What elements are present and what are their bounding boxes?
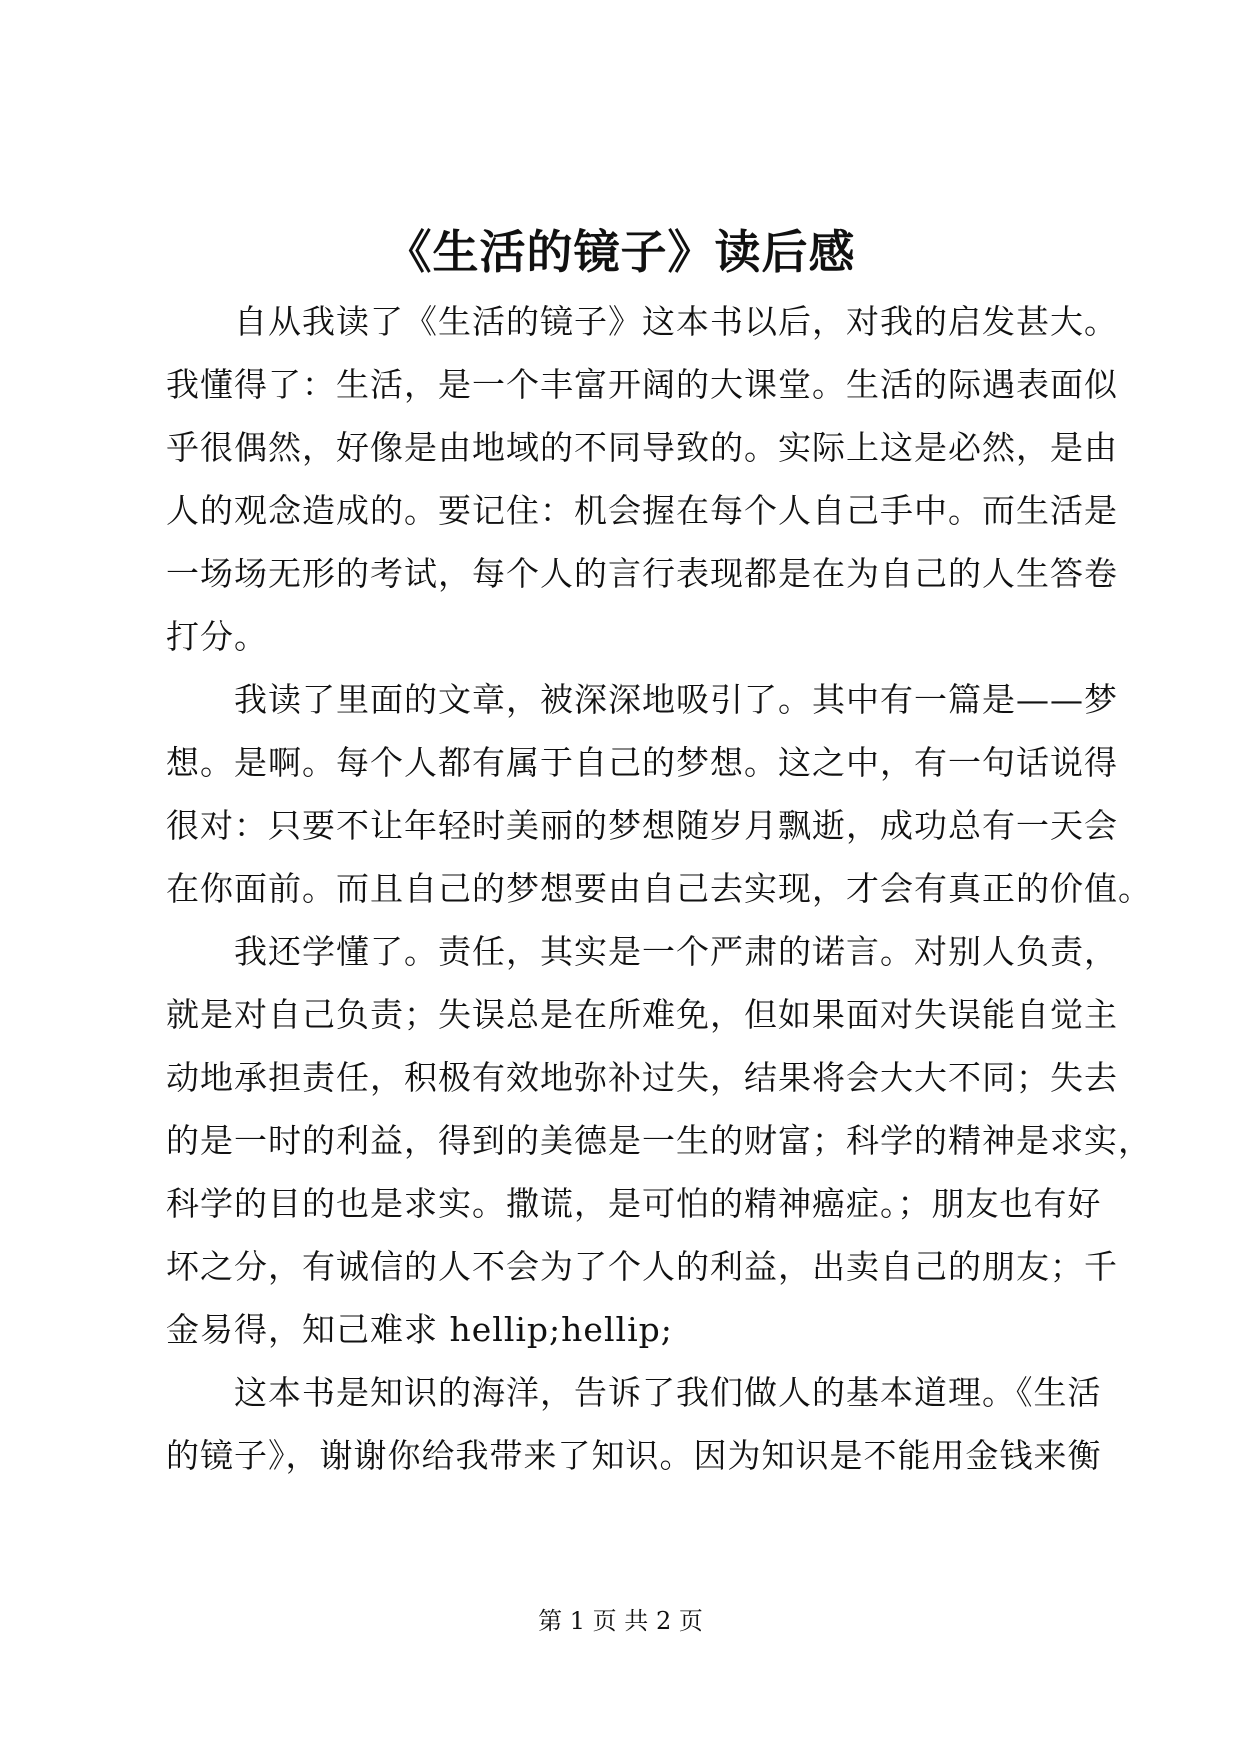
page-footer: 第 1 页 共 2 页 (538, 1607, 703, 1635)
text-line: 我懂得了：生活，是一个丰富开阔的大课堂。生活的际遇表面似 (166, 365, 1118, 404)
text-line: 科学的目的也是求实。撒谎，是可怕的精神癌症。；朋友也有好 (166, 1184, 1102, 1223)
text-line: 自从我读了《生活的镜子》这本书以后，对我的启发甚大。 (234, 302, 1118, 341)
text-line: 在你面前。而且自己的梦想要由自己去实现，才会有真正的价值。 (166, 869, 1152, 908)
text-line: 想。是啊。每个人都有属于自己的梦想。这之中，有一句话说得 (166, 743, 1118, 782)
text-line: 打分。 (166, 617, 268, 656)
text-line: 坏之分，有诚信的人不会为了个人的利益，出卖自己的朋友；千 (166, 1247, 1118, 1286)
document-title: 《生活的镜子》读后感 (385, 225, 856, 279)
text-line: 乎很偶然，好像是由地域的不同导致的。实际上这是必然，是由 (166, 428, 1118, 467)
text-line: 很对：只要不让年轻时美丽的梦想随岁月飘逝，成功总有一天会 (166, 806, 1118, 845)
text-line: 我读了里面的文章，被深深地吸引了。其中有一篇是——梦 (234, 680, 1118, 719)
text-line: 金易得，知己难求 hellip;hellip; (166, 1310, 673, 1349)
text-line: 动地承担责任，积极有效地弥补过失，结果将会大大不同；失去 (166, 1058, 1118, 1097)
paragraph-3 (166, 920, 1152, 1361)
paragraph-2 (166, 668, 1152, 920)
text-line: 人的观念造成的。要记住：机会握在每个人自己手中。而生活是 (166, 491, 1118, 530)
paragraph-4 (166, 1361, 1102, 1487)
text-line: 这本书是知识的海洋，告诉了我们做人的基本道理。《生活 (234, 1373, 1102, 1412)
text-line: 的镜子》，谢谢你给我带来了知识。因为知识是不能用金钱来衡 (166, 1436, 1102, 1475)
text-line: 我还学懂了。责任，其实是一个严肃的诺言。对别人负责， (234, 932, 1118, 971)
text-line: 的是一时的利益，得到的美德是一生的财富；科学的精神是求实， (166, 1121, 1152, 1160)
paragraph-1 (166, 290, 1118, 668)
text-line: 就是对自己负责；失误总是在所难免，但如果面对失误能自觉主 (166, 995, 1118, 1034)
document-body (166, 290, 1152, 1487)
text-line: 一场场无形的考试，每个人的言行表现都是在为自己的人生答卷 (166, 554, 1118, 593)
